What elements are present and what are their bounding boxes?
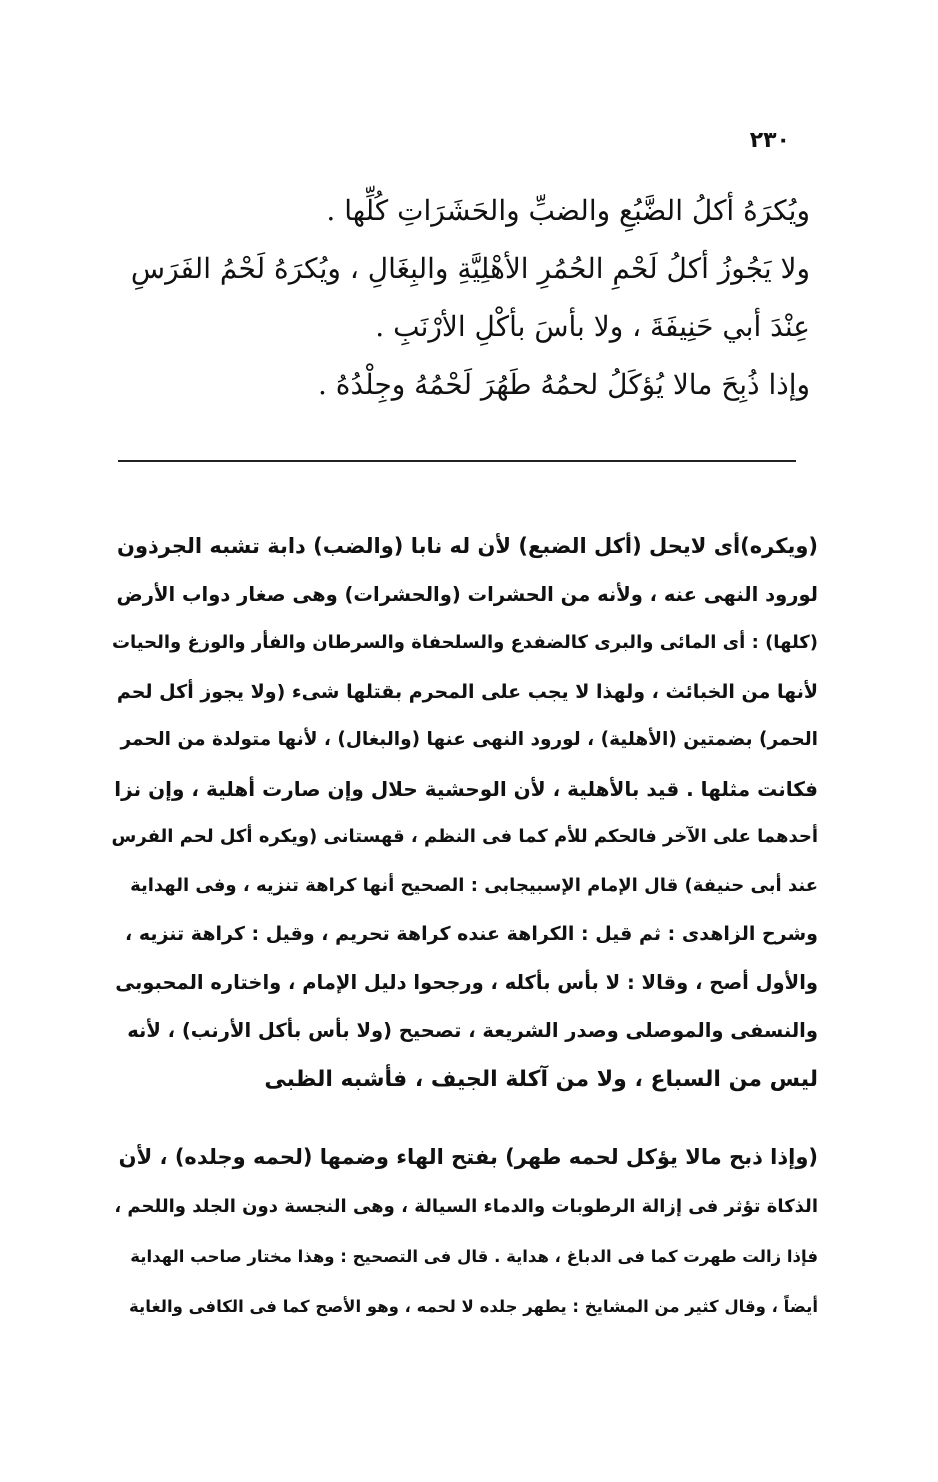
commentary-line: لأنها من الخبائث ، ولهذا لا يجب على المحرم بقتلها شىء (ولا يجوز أكل لحم (116, 680, 818, 703)
commentary-paragraph (112, 522, 818, 1104)
commentary-line: أيضاً ، وقال كثير من المشايخ : يطهر جلده لا لحمه ، وهو الأصح كما فى الكافى والغاية (129, 1297, 818, 1316)
commentary-line: لورود النهى عنه ، ولأنه من الحشرات (والحشرات) وهى صغار دواب الأرض (116, 582, 818, 606)
commentary-line: فإذا زالت طهرت كما فى الدباغ ، هداية . قال فى التصحيح : وهذا مختار صاحب الهداية (130, 1247, 818, 1266)
matn-line: عِنْدَ أبي حَنِيفَةَ ، ولا بأسَ بأكْلِ الأرْنَبِ . (375, 310, 810, 343)
commentary-line: الحمر) بضمتين (الأهلية) ، لورود النهى عنها (والبغال) ، لأنها متولدة من الحمر (120, 729, 818, 750)
matn-line: وإذا ذُبِحَ مالا يُؤكَلُ لحمُهُ طَهُرَ لَحْمُهُ وجِلْدُهُ . (318, 368, 810, 401)
page-number: ٢٣٠ (749, 128, 790, 153)
commentary-line: أحدهما على الآخر فالحكم للأم كما فى النظم ، قهستانى (ويكره أكل لحم الفرس (111, 826, 818, 847)
commentary-line: والنسفى والموصلى وصدر الشريعة ، تصحيح (ولا بأس بأكل الأرنب) ، لأنه (127, 1019, 818, 1042)
commentary-line: فكانت مثلها . قيد بالأهلية ، لأن الوحشية حلال وإن صارت أهلية ، وإن نزا (114, 776, 818, 801)
commentary-line: والأول أصح ، وقالا : لا بأس بأكله ، ورجحوا دليل الإمام ، واختاره المحبوبى (115, 970, 818, 994)
commentary-line: عند أبى حنيفة) قال الإمام الإسبيجابى : الصحيح أنها كراهة تنزيه ، وفى الهداية (130, 874, 818, 896)
matn-text (120, 182, 810, 414)
matn-line: ويُكرَهُ أكلُ الضَّبُعِ والضبِّ والحَشَرَاتِ كُلِّها . (326, 194, 810, 227)
commentary-line: الذكاة تؤثر فى إزالة الرطوبات والدماء السيالة ، وهى النجسة دون الجلد واللحم ، (114, 1196, 818, 1217)
commentary-line: (كلها) : أى المائى والبرى كالضفدع والسلحفاة والسرطان والفأر والوزغ والحيات (111, 632, 818, 653)
commentary-line: (ويكره)أى لايحل (أكل الضبع) لأن له نابا (والضب) دابة تشبه الجرذون (117, 534, 818, 558)
commentary-line: (وإذا ذبح مالا يؤكل لحمه طهر) بفتح الهاء وضمها (لحمه وجلده) ، لأن (118, 1145, 818, 1169)
commentary-line: وشرح الزاهدى : ثم قيل : الكراهة عنده كراهة تحريم ، وقيل : كراهة تنزيه ، (124, 923, 818, 945)
section-divider (118, 460, 796, 462)
matn-line: ولا يَجُوزُ أكلُ لَحْمِ الحُمُرِ الأهْلِيَّةِ والبِغَالِ ، ويُكرَهُ لَحْمُ الفَرَسِ (130, 252, 810, 285)
commentary-paragraph (112, 1132, 818, 1332)
commentary-line: ليس من السباع ، ولا من آكلة الجيف ، فأشبه الظبى (264, 1066, 818, 1092)
